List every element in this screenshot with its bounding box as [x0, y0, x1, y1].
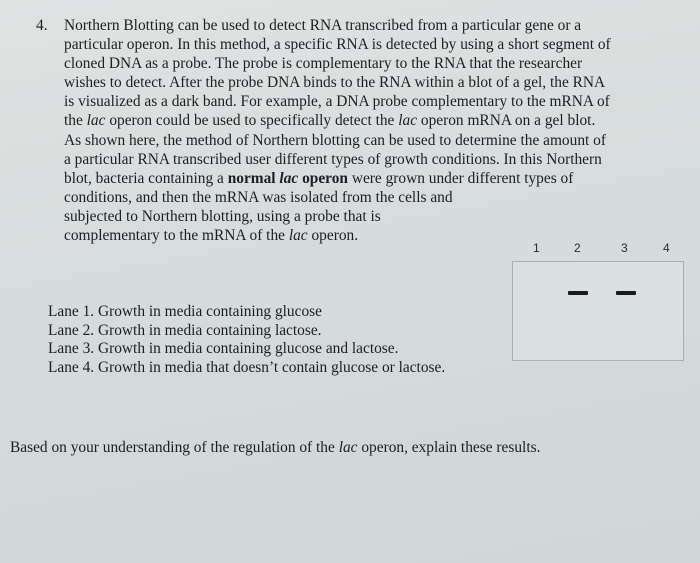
- northern-blot: [512, 261, 684, 361]
- lane-label-4: 4: [663, 241, 670, 255]
- question-line: blot, bacteria containing a normal lac operon were grown under different types of: [64, 169, 574, 187]
- question-line: a particular RNA transcribed user different types of growth conditions. In this Northern: [64, 150, 602, 168]
- lane-item: Lane 4. Growth in media that doesn’t contain glucose or lactose.: [48, 358, 446, 376]
- lane-item: Lane 2. Growth in media containing lactose.: [48, 321, 322, 339]
- question-line: complementary to the mRNA of the lac operon.: [64, 227, 359, 245]
- lane-label-1: 1: [533, 241, 540, 255]
- question-line: wishes to detect. After the probe DNA binds to the RNA within a blot of a gel, the RNA: [64, 74, 606, 92]
- lane-label-2: 2: [574, 241, 581, 255]
- question-line: As shown here, the method of Northern blotting can be used to determine the amount of: [64, 131, 606, 149]
- question-prompt: Based on your understanding of the regulation of the lac operon, explain these results.: [10, 439, 541, 456]
- question-line: particular operon. In this method, a specific RNA is detected by using a short segment of: [64, 36, 611, 54]
- emphasis-normal-lac-operon: normal lac operon: [227, 169, 348, 187]
- lane-item: Lane 3. Growth in media containing glucose and lactose.: [48, 340, 399, 357]
- lane-label-3: 3: [621, 241, 628, 255]
- lane-list: [48, 303, 445, 377]
- question-line: Northern Blotting can be used to detect RNA transcribed from a particular gene or a: [64, 17, 582, 34]
- question-line: subjected to Northern blotting, using a probe that is: [64, 207, 381, 225]
- question-number: 4.: [36, 17, 48, 34]
- question-line: the lac operon could be used to specifically detect the lac operon mRNA on a gel blot.: [64, 112, 596, 130]
- question-line: is visualized as a dark band. For example, a DNA probe complementary to the mRNA of: [64, 93, 610, 111]
- question-paragraph: [36, 16, 680, 245]
- lane-item: Lane 1. Growth in media containing glucose: [48, 303, 322, 320]
- band-lane-2: [568, 291, 588, 295]
- question-line: conditions, and then the mRNA was isolated from the cells and: [64, 188, 453, 206]
- question-line: cloned DNA as a probe. The probe is complementary to the RNA that the researcher: [64, 55, 583, 73]
- band-lane-3: [616, 291, 636, 295]
